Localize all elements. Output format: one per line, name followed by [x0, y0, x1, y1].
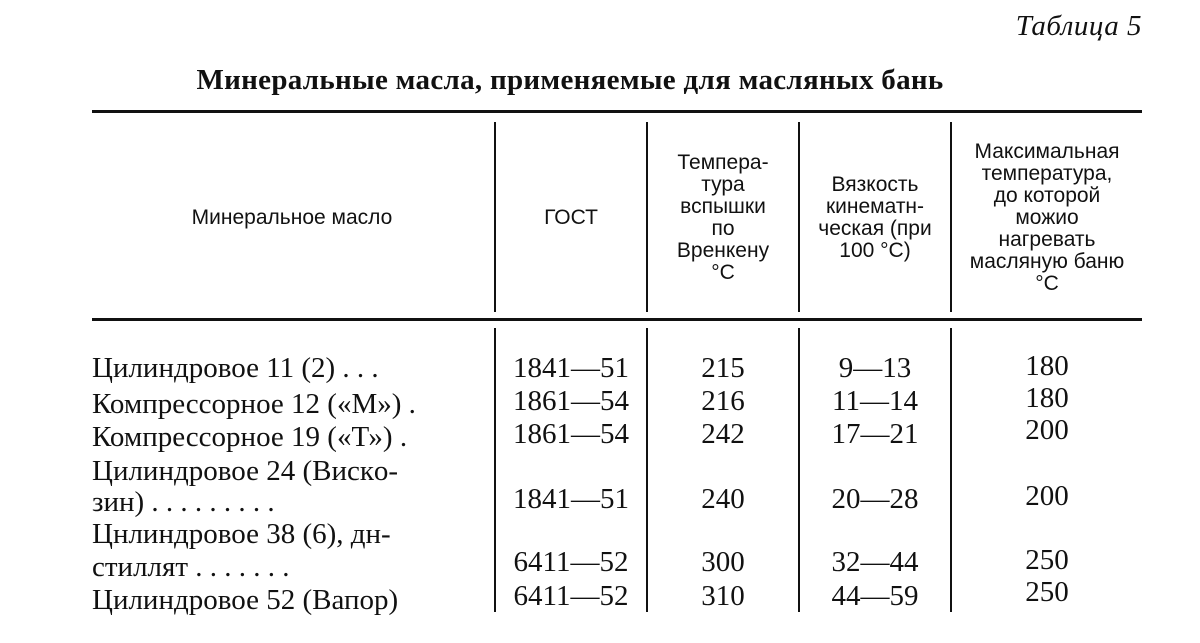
max-temp-value: 250 — [1025, 576, 1069, 608]
viscosity-value: 11—14 — [832, 385, 918, 417]
oil-name: Компрессорное 19 («Т») . — [92, 421, 408, 453]
max-temp-value: 200 — [1025, 480, 1069, 512]
gost-value: 6411—52 — [513, 546, 629, 578]
gost-value: 1861—54 — [513, 385, 629, 417]
oil-name-continuation: стиллят . . . . . . . — [92, 551, 290, 583]
max-temp-value: 200 — [1025, 414, 1069, 446]
oil-name: Цилиндровое 52 (Вапор) — [92, 584, 399, 616]
top-rule — [92, 110, 1142, 113]
oil-name-continuation: зин) . . . . . . . . . — [92, 486, 275, 518]
max-temp-value: 180 — [1025, 382, 1069, 414]
header-viscosity: Вязкость кинематн- ческая (при 100 °С) — [818, 172, 932, 262]
flash-temp-value: 300 — [701, 546, 745, 578]
gost-value: 6411—52 — [513, 580, 629, 612]
table-title: Минеральные масла, применяемые для масляных бань — [196, 64, 944, 96]
header-rule — [92, 318, 1142, 321]
oil-name: Цилиндровое 24 (Вискo- — [92, 455, 399, 487]
gost-value: 1841—51 — [513, 483, 629, 515]
gost-value: 1861—54 — [513, 418, 629, 450]
oil-name: Цнлиндровое 38 (6), дн- — [92, 518, 391, 550]
viscosity-value: 20—28 — [831, 483, 919, 515]
oil-name: Цилиндровое 11 (2) . . . — [92, 352, 379, 384]
header-max-temp: Максимальная температура, до которой можио нагревать масляную баню °С — [969, 139, 1125, 295]
oil-name: Компрессорное 12 («М») . — [92, 388, 416, 420]
header-oil: Минеральное масло — [191, 205, 393, 229]
flash-temp-value: 216 — [701, 385, 745, 417]
max-temp-value: 250 — [1025, 544, 1069, 576]
header-gost: ГОСТ — [544, 205, 598, 229]
flash-temp-value: 240 — [701, 483, 745, 515]
gost-value: 1841—51 — [513, 352, 629, 384]
viscosity-value: 32—44 — [831, 546, 919, 578]
flash-temp-value: 215 — [701, 352, 745, 384]
viscosity-value: 9—13 — [838, 352, 912, 384]
viscosity-value: 17—21 — [831, 418, 919, 450]
max-temp-value: 180 — [1025, 350, 1069, 382]
flash-temp-value: 310 — [701, 580, 745, 612]
table-caption: Таблица 5 — [1015, 10, 1142, 42]
viscosity-value: 44—59 — [831, 580, 919, 612]
flash-temp-value: 242 — [701, 418, 745, 450]
header-flash-temp: Темпера- тура вспышки по Вренкену °С — [676, 150, 770, 284]
